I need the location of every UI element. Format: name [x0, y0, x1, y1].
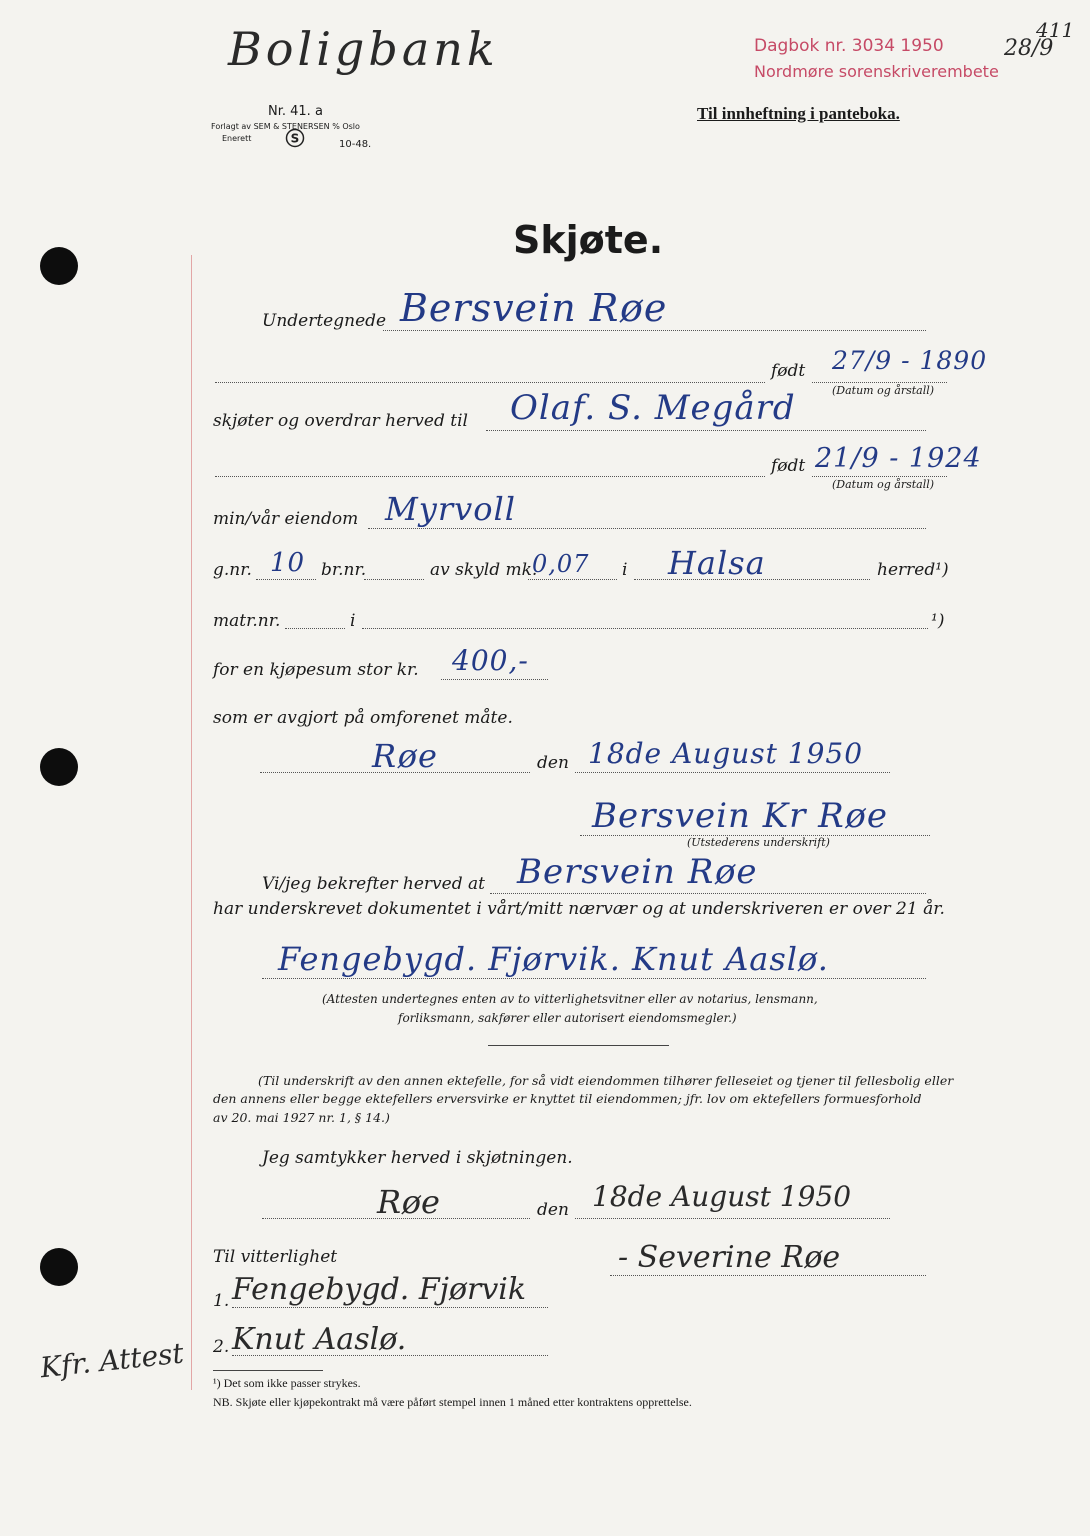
corner-number: 411	[1036, 18, 1075, 42]
samtykker-text: Jeg samtykker herved i skjøtningen.	[262, 1148, 573, 1168]
signature2: - Severine Røe	[618, 1240, 841, 1275]
underskrevet-text: har underskrevet dokumentet i vårt/mitt nærvær og at underskriveren er over 21 år.	[213, 899, 945, 919]
skjoter-value: Olaf. S. Megård	[510, 388, 796, 428]
brnr-label: br.nr.	[321, 560, 367, 580]
spouse-note-3: av 20. mai 1927 nr. 1, § 14.)	[213, 1110, 390, 1125]
footnote-1: ¹) Det som ikke passer strykes.	[213, 1376, 361, 1390]
punch-hole-top	[40, 247, 78, 285]
datum-label-2: (Datum og årstall)	[832, 478, 935, 491]
herred-value: Halsa	[668, 544, 766, 582]
brnr-line	[364, 579, 424, 580]
page-title: Skjøte.	[513, 218, 664, 262]
i-label: i	[622, 560, 628, 580]
instruction: Til innheftning i panteboka.	[697, 104, 900, 123]
attest-line1: (Attesten undertegnes enten av to vitterlighetsvitner eller av notarius, lensmann,	[322, 992, 818, 1006]
matr-end: ¹)	[931, 611, 945, 631]
margin-rule	[191, 255, 192, 1390]
eiendom-label: min/vår eiendom	[213, 509, 359, 529]
undertegnede-line	[383, 330, 926, 331]
place1: Røe	[372, 737, 438, 775]
kjopesum-line	[441, 679, 548, 680]
footnote-2: NB. Skjøte eller kjøpekontrakt må være påført stempel innen 1 måned etter kontraktens opprettelse.	[213, 1395, 692, 1409]
vi-value: Bersvein Røe	[517, 852, 758, 892]
skyld-value: 0,07	[532, 550, 590, 578]
witness1-line	[232, 1307, 548, 1308]
vitterlighet-label: Til vitterlighet	[213, 1247, 338, 1267]
fodt1-label: født	[771, 361, 806, 381]
fodt1-pre-line	[215, 382, 765, 383]
skjoter-line	[486, 430, 926, 431]
skyld-line	[528, 579, 617, 580]
herred-label: herred¹)	[877, 560, 949, 580]
gnr-line	[256, 579, 316, 580]
witness2-num: 2.	[213, 1337, 230, 1357]
witness2: Knut Aaslø.	[232, 1322, 407, 1357]
witness1: Fengebygd. Fjørvik	[232, 1272, 527, 1307]
matr-i-line	[362, 628, 928, 629]
kjopesum-label: for en kjøpesum stor kr.	[213, 660, 419, 680]
spouse-note-2: den annens eller begge ektefellers erversvirke er knyttet til eiendommen; jfr. lov om ektefellers formuesforhold	[213, 1091, 922, 1106]
matr-label: matr.nr.	[213, 611, 281, 631]
fodt2-pre-line	[215, 476, 765, 477]
undertegnede-label: Undertegnede	[262, 311, 387, 331]
fodt2-value: 21/9 - 1924	[815, 443, 982, 474]
signature2-line	[610, 1275, 926, 1276]
date1: 18de August 1950	[588, 737, 864, 770]
punch-hole-middle	[40, 748, 78, 786]
undertegnede-value: Bersvein Røe	[400, 286, 668, 330]
utsteder-label: (Utstederens underskrift)	[687, 836, 830, 849]
skyld-label: av skyld mk.	[430, 560, 538, 580]
fodt1-line	[812, 382, 947, 383]
kjopesum-value: 400,-	[452, 644, 529, 677]
handwritten-title: Boligbank	[228, 22, 499, 76]
date2: 18de August 1950	[592, 1180, 852, 1213]
section-divider	[488, 1045, 669, 1046]
publisher-sub: Enerett	[222, 134, 252, 143]
den2-label: den	[537, 1200, 569, 1220]
form-number: Nr. 41. a	[268, 104, 323, 119]
registry-stamp-line1: Dagbok nr. 3034 1950	[754, 36, 944, 56]
footnote-divider	[213, 1370, 323, 1371]
attest-line2: forliksmann, sakfører eller autorisert eiendomsmegler.)	[398, 1011, 737, 1025]
matr-line	[285, 628, 345, 629]
avgjort-text: som er avgjort på omforenet måte.	[213, 708, 513, 728]
signature1: Bersvein Kr Røe	[592, 796, 888, 836]
date2-line	[575, 1218, 890, 1219]
fodt1-value: 27/9 - 1890	[832, 346, 988, 375]
den1-label: den	[537, 753, 569, 773]
witness-signatures-line	[262, 978, 926, 979]
gnr-value: 10	[270, 548, 306, 578]
spouse-note-1: (Til underskrift av den annen ektefelle, for så vidt eiendommen tilhører felleseiet og tjener til fellesbolig eller	[258, 1073, 954, 1088]
skjoter-label: skjøter og overdrar herved til	[213, 411, 468, 431]
svg-text:S: S	[290, 131, 300, 146]
publisher-logo-icon	[285, 128, 305, 152]
fodt2-line	[812, 476, 947, 477]
witness-signatures: Fengebygd. Fjørvik. Knut Aaslø.	[278, 940, 829, 978]
vi-label: Vi/jeg bekrefter herved at	[262, 874, 485, 894]
form-code: 10-48.	[339, 139, 372, 150]
datum-label-1: (Datum og årstall)	[832, 384, 935, 397]
eiendom-line	[368, 528, 926, 529]
eiendom-value: Myrvoll	[385, 490, 516, 528]
witness1-num: 1.	[213, 1291, 230, 1311]
gnr-label: g.nr.	[213, 560, 252, 580]
vi-line	[490, 893, 926, 894]
punch-hole-bottom	[40, 1248, 78, 1286]
registry-stamp-line2: Nordmøre sorenskriverembete	[754, 62, 999, 81]
matr-i-label: i	[350, 611, 356, 631]
fodt2-label: født	[771, 456, 806, 476]
margin-note: Kfr. Attest	[38, 1336, 186, 1385]
publisher-line: Forlagt av SEM & STENERSEN % Oslo	[211, 122, 360, 131]
corner-note: 28/9	[1004, 36, 1054, 61]
date1-line	[575, 772, 890, 773]
place2: Røe	[377, 1183, 440, 1221]
